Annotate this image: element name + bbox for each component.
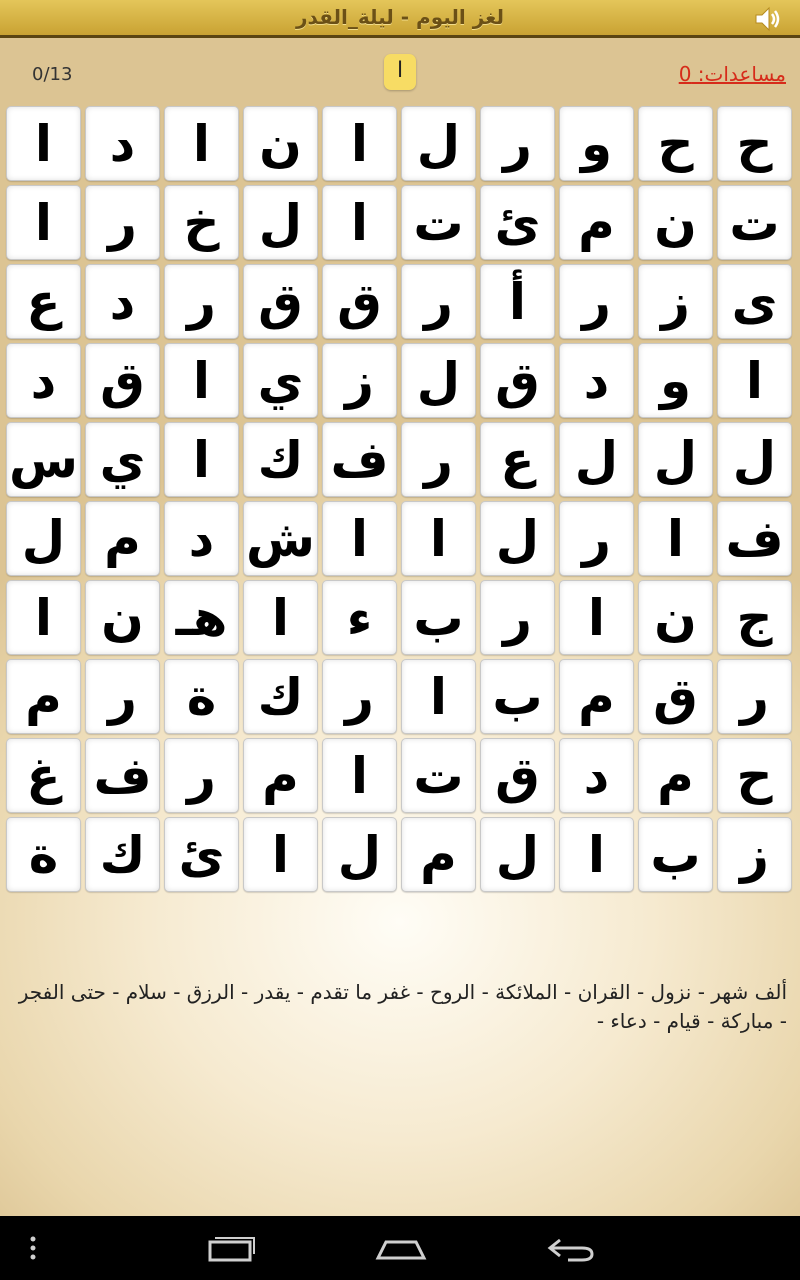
system-navbar bbox=[0, 1216, 800, 1280]
grid-cell[interactable]: د bbox=[85, 106, 160, 181]
grid-cell[interactable]: ق bbox=[322, 264, 397, 339]
grid-cell[interactable]: ح bbox=[717, 106, 792, 181]
grid-cell[interactable]: ا bbox=[6, 185, 81, 260]
home-icon[interactable] bbox=[374, 1234, 428, 1264]
grid-cell[interactable]: ز bbox=[638, 264, 713, 339]
grid-cell[interactable]: ا bbox=[559, 580, 634, 655]
grid-cell[interactable]: ت bbox=[401, 738, 476, 813]
grid-cell[interactable]: ح bbox=[717, 738, 792, 813]
grid-cell[interactable]: ا bbox=[322, 501, 397, 576]
grid-cell[interactable]: ن bbox=[243, 106, 318, 181]
grid-cell[interactable]: ع bbox=[480, 422, 555, 497]
grid-cell[interactable]: ل bbox=[401, 106, 476, 181]
grid-cell[interactable]: ر bbox=[480, 580, 555, 655]
grid-cell[interactable]: ل bbox=[243, 185, 318, 260]
grid-cell[interactable]: ر bbox=[322, 659, 397, 734]
grid-cell[interactable]: ق bbox=[480, 343, 555, 418]
grid-cell[interactable]: ع bbox=[6, 264, 81, 339]
grid-cell[interactable]: ب bbox=[638, 817, 713, 892]
grid-cell[interactable]: ز bbox=[322, 343, 397, 418]
grid-cell[interactable]: ن bbox=[638, 580, 713, 655]
grid-cell[interactable]: د bbox=[559, 343, 634, 418]
grid-cell[interactable]: أ bbox=[480, 264, 555, 339]
grid-cell[interactable]: ا bbox=[243, 817, 318, 892]
grid-cell[interactable]: ة bbox=[164, 659, 239, 734]
grid-cell[interactable]: ا bbox=[322, 185, 397, 260]
grid-cell[interactable]: ئ bbox=[164, 817, 239, 892]
grid-cell[interactable]: ف bbox=[322, 422, 397, 497]
grid-cell[interactable]: ر bbox=[559, 264, 634, 339]
found-counter: 0/13 bbox=[32, 64, 73, 85]
grid-cell[interactable]: س bbox=[6, 422, 81, 497]
grid-cell[interactable]: ء bbox=[322, 580, 397, 655]
grid-cell[interactable]: ف bbox=[85, 738, 160, 813]
grid-cell[interactable]: د bbox=[559, 738, 634, 813]
grid-cell[interactable]: ك bbox=[243, 659, 318, 734]
word-list: ألف شهر - نزول - القران - الملائكة - الروح - غفر ما تقدم - يقدر - الرزق - سلام - حتى الفجر - مباركة - قيام - دعاء - bbox=[18, 980, 787, 1033]
grid-cell[interactable]: ق bbox=[243, 264, 318, 339]
grid-cell[interactable]: ئ bbox=[480, 185, 555, 260]
grid-cell[interactable]: هـ bbox=[164, 580, 239, 655]
grid-cell[interactable]: ى bbox=[717, 264, 792, 339]
grid-cell[interactable]: د bbox=[85, 264, 160, 339]
grid-cell[interactable]: ل bbox=[559, 422, 634, 497]
grid-cell[interactable]: م bbox=[85, 501, 160, 576]
grid-cell[interactable]: ا bbox=[401, 501, 476, 576]
grid-cell[interactable]: د bbox=[6, 343, 81, 418]
grid-cell[interactable]: ل bbox=[717, 422, 792, 497]
grid-cell[interactable]: م bbox=[401, 817, 476, 892]
grid-cell[interactable]: ت bbox=[401, 185, 476, 260]
grid-cell[interactable]: ب bbox=[401, 580, 476, 655]
grid-cell[interactable]: و bbox=[638, 343, 713, 418]
grid-cell[interactable]: ل bbox=[6, 501, 81, 576]
grid-cell[interactable]: ك bbox=[243, 422, 318, 497]
grid-cell[interactable]: ل bbox=[480, 817, 555, 892]
grid-cell[interactable]: ا bbox=[322, 106, 397, 181]
grid-cell[interactable]: ق bbox=[85, 343, 160, 418]
grid-cell[interactable]: ر bbox=[164, 264, 239, 339]
grid-cell[interactable]: ر bbox=[85, 659, 160, 734]
grid-cell[interactable]: ا bbox=[717, 343, 792, 418]
grid-cell[interactable]: ن bbox=[638, 185, 713, 260]
grid-cell[interactable]: ر bbox=[164, 738, 239, 813]
grid-cell[interactable]: ر bbox=[401, 264, 476, 339]
grid-cell[interactable]: ر bbox=[85, 185, 160, 260]
grid-cell[interactable]: ز bbox=[717, 817, 792, 892]
grid-cell[interactable]: ا bbox=[164, 422, 239, 497]
grid-cell[interactable]: ا bbox=[401, 659, 476, 734]
back-icon[interactable] bbox=[546, 1234, 596, 1264]
grid-cell[interactable]: ا bbox=[322, 738, 397, 813]
grid-cell[interactable]: م bbox=[6, 659, 81, 734]
grid-cell[interactable]: ي bbox=[85, 422, 160, 497]
puzzle-title: لغز اليوم - ليلة_القدر bbox=[296, 5, 504, 29]
grid-cell[interactable]: ف bbox=[717, 501, 792, 576]
speaker-icon[interactable] bbox=[752, 3, 784, 35]
letter-grid bbox=[6, 106, 796, 892]
recent-apps-icon[interactable] bbox=[206, 1234, 256, 1264]
grid-cell[interactable]: ي bbox=[243, 343, 318, 418]
grid-cell[interactable]: خ bbox=[164, 185, 239, 260]
grid-cell[interactable]: ح bbox=[638, 106, 713, 181]
grid-cell[interactable]: و bbox=[559, 106, 634, 181]
grid-cell[interactable]: ت bbox=[717, 185, 792, 260]
grid-cell[interactable]: م bbox=[559, 185, 634, 260]
grid-cell[interactable]: ل bbox=[401, 343, 476, 418]
grid-cell[interactable]: ج bbox=[717, 580, 792, 655]
grid-cell[interactable]: ر bbox=[401, 422, 476, 497]
grid-cell[interactable]: م bbox=[638, 738, 713, 813]
current-selection: ا bbox=[384, 54, 416, 90]
grid-cell[interactable]: ل bbox=[322, 817, 397, 892]
grid-cell[interactable]: ة bbox=[6, 817, 81, 892]
grid-cell[interactable]: ر bbox=[717, 659, 792, 734]
grid-cell[interactable]: ب bbox=[480, 659, 555, 734]
helps-button[interactable]: مساعدات: 0 bbox=[678, 62, 786, 86]
overflow-menu-icon[interactable] bbox=[26, 1234, 40, 1262]
grid-cell[interactable]: م bbox=[559, 659, 634, 734]
grid-cell[interactable]: ل bbox=[638, 422, 713, 497]
grid-cell[interactable]: د bbox=[164, 501, 239, 576]
grid-cell[interactable]: م bbox=[243, 738, 318, 813]
title-bar bbox=[0, 0, 800, 38]
grid-cell[interactable]: ر bbox=[559, 501, 634, 576]
grid-cell[interactable]: غ bbox=[6, 738, 81, 813]
grid-cell[interactable]: ا bbox=[243, 580, 318, 655]
grid-cell[interactable]: ش bbox=[243, 501, 318, 576]
grid-cell[interactable]: ل bbox=[480, 501, 555, 576]
grid-cell[interactable]: ك bbox=[85, 817, 160, 892]
grid-cell[interactable]: ا bbox=[559, 817, 634, 892]
grid-cell[interactable]: ا bbox=[164, 106, 239, 181]
grid-cell[interactable]: ا bbox=[6, 580, 81, 655]
grid-cell[interactable]: ا bbox=[6, 106, 81, 181]
grid-cell[interactable]: ق bbox=[480, 738, 555, 813]
grid-cell[interactable]: ن bbox=[85, 580, 160, 655]
grid-cell[interactable]: ا bbox=[164, 343, 239, 418]
grid-cell[interactable]: ا bbox=[638, 501, 713, 576]
grid-cell[interactable]: ر bbox=[480, 106, 555, 181]
grid-cell[interactable]: ق bbox=[638, 659, 713, 734]
